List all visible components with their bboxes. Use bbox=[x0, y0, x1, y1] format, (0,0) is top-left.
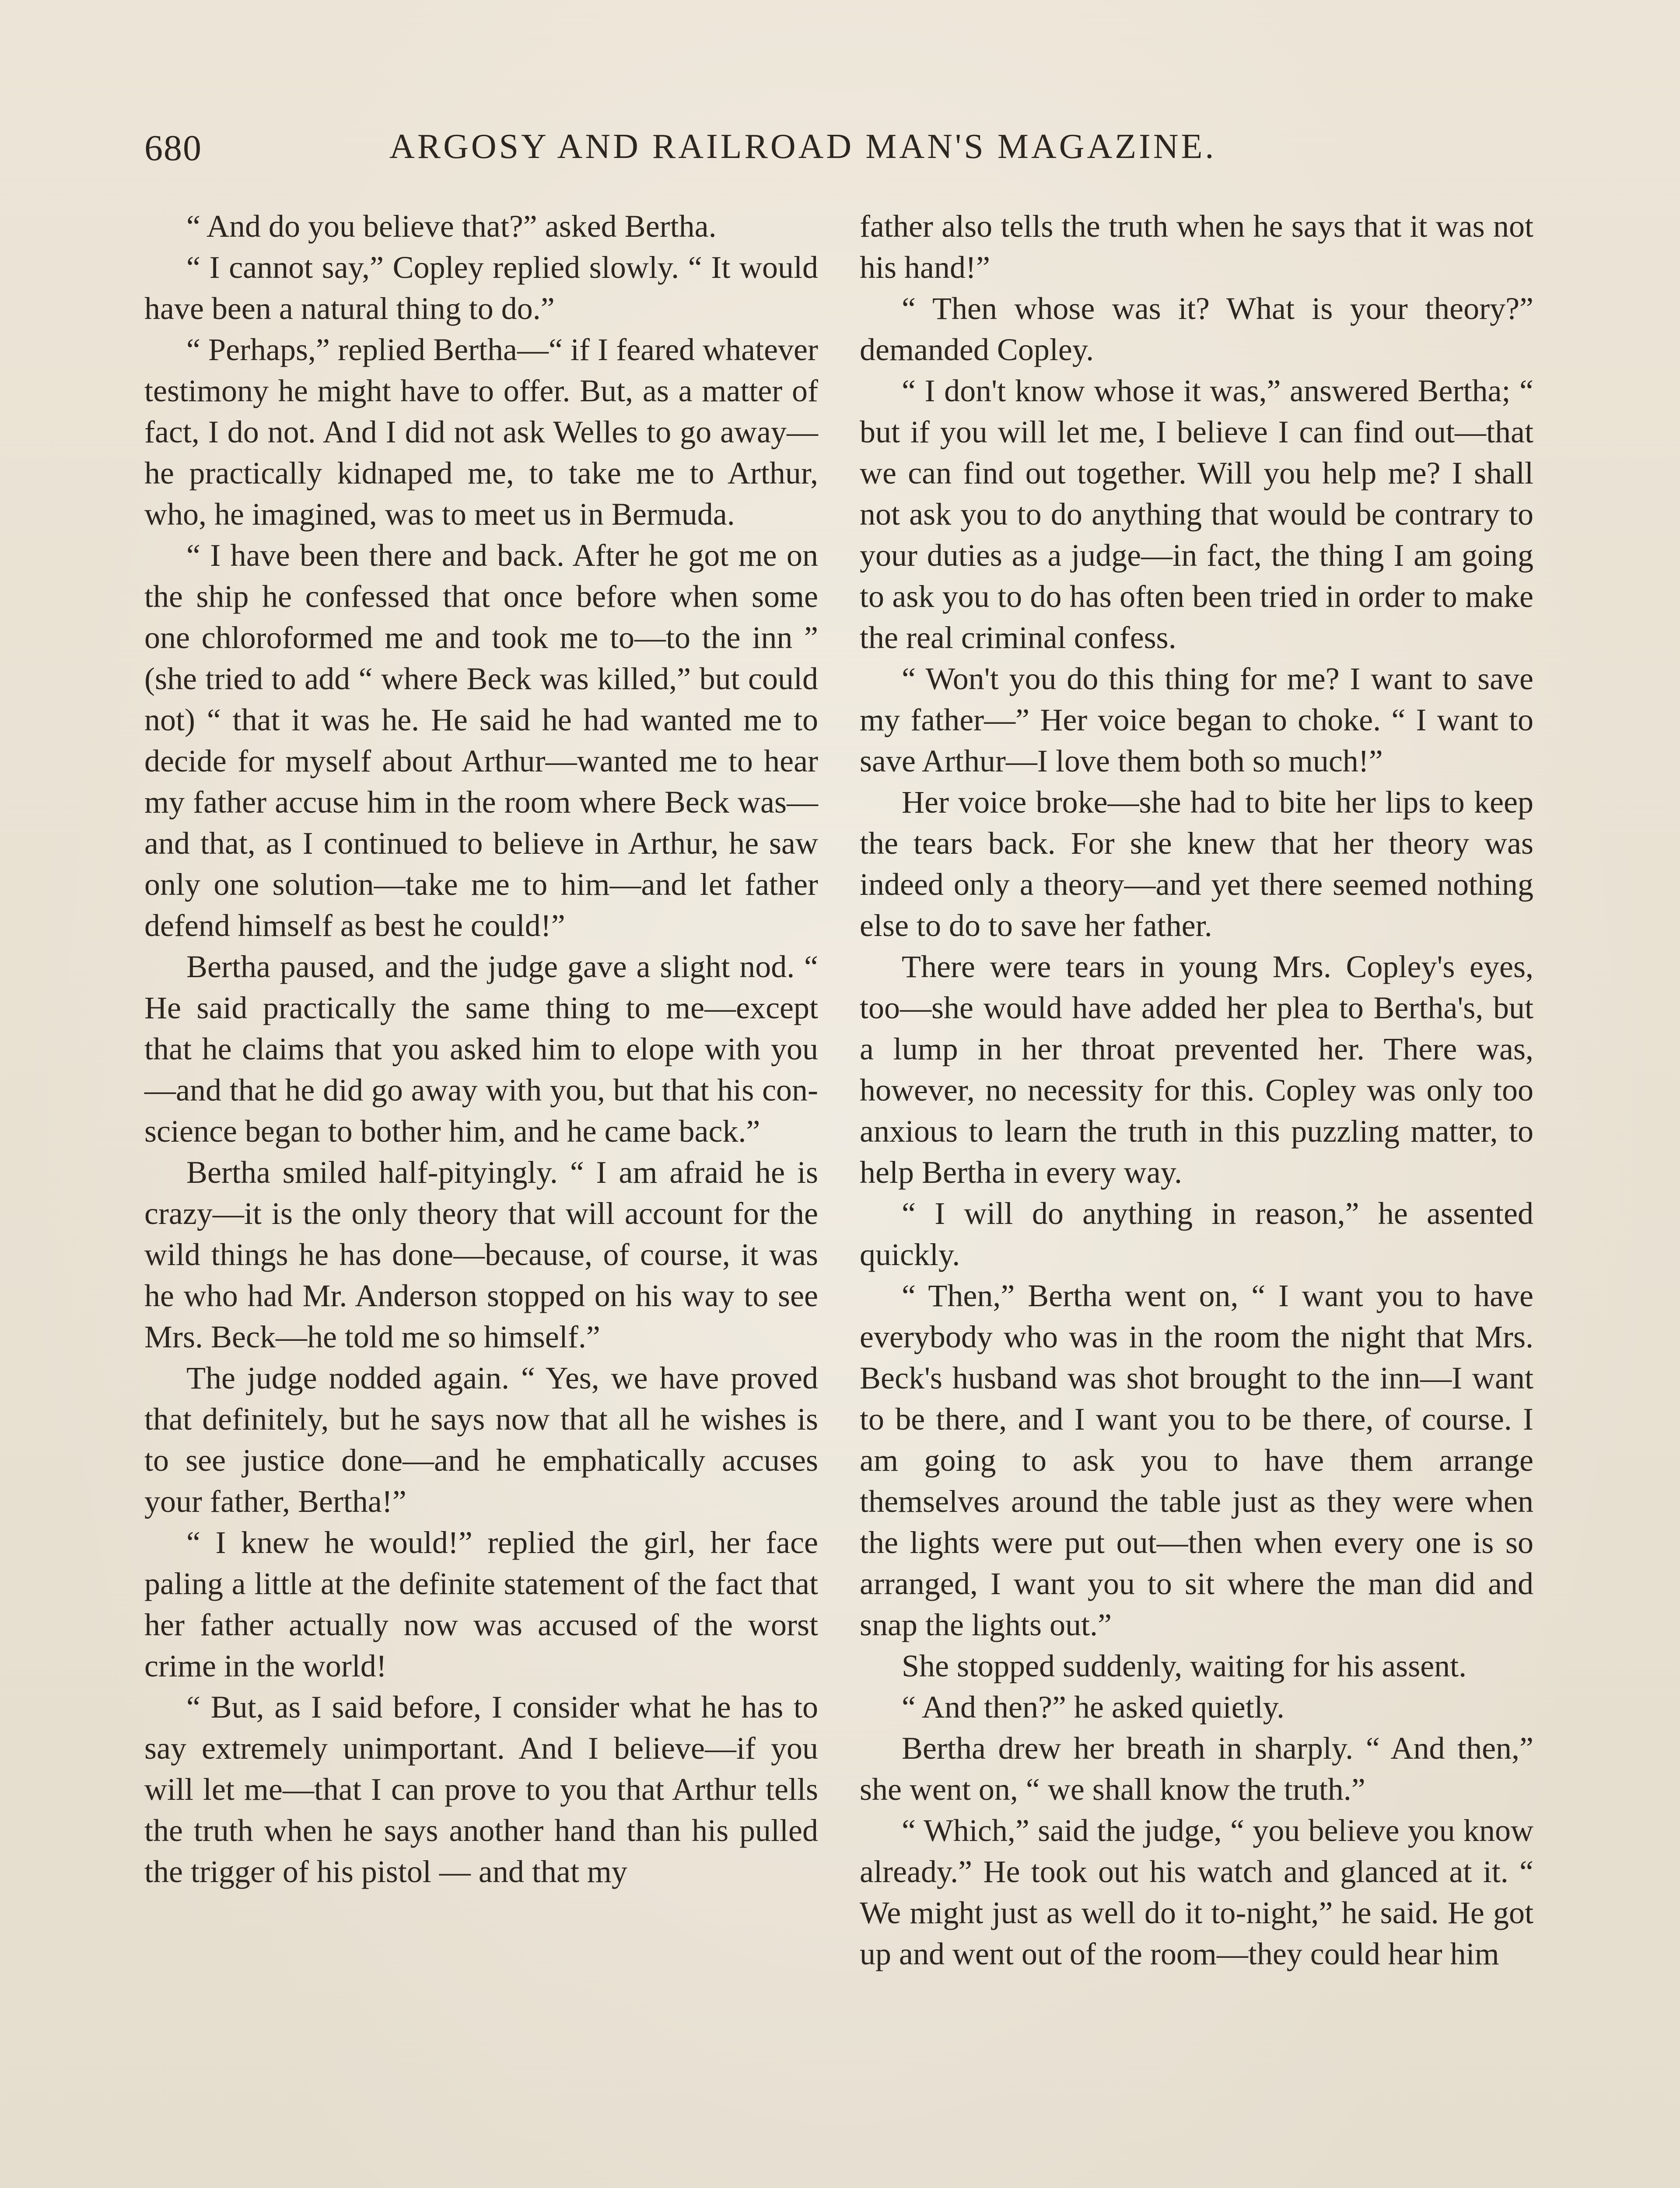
right-column bbox=[860, 206, 1533, 1974]
paragraph: “ I will do anything in reason,” he assented quickly. bbox=[860, 1196, 1533, 1272]
paragraph: “ Then,” Bertha went on, “ I want you to have everybody who was in the room the night that Mrs. Beck's husband was shot brought to the inn—I want to be there, and I want you to be there, of course. I am going to ask you to have them arrange themselves around the table just as they were when the lights were put out—then when every one is so arranged, I want you to sit where the man did and snap the lights out.” bbox=[860, 1278, 1533, 1642]
paragraph: “ I knew he would!” replied the girl, her face paling a little at the definite statement of the fact that her father actually now was accused of the worst crime in the world! bbox=[144, 1525, 818, 1683]
paragraph: “ I have been there and back. After he got me on the ship he confessed that once before when some one chloroformed me and took me to—to the inn ” (she tried to add “ where Beck was killed,” but could not) “ that it was he. He said he had wanted me to decide for myself about Arthur—wanted me to hear my father accuse him in the room where Beck was—and that, as I continued to believe in Arthur, he saw only one solution—take me to him—and let father defend himself as best he could!” bbox=[144, 538, 818, 943]
paragraph: “ I don't know whose it was,” answered Bertha; “ but if you will let me, I believe I can find out—that we can find out together. Will you help me? I shall not ask you to do anything that would be contrary to your duties as a judge—in fact, the thing I am going to ask you to do has often been tried in order to make the real criminal confess. bbox=[860, 373, 1533, 655]
paragraph: Bertha drew her breath in sharply. “ And then,” she went on, “ we shall know the truth.” bbox=[860, 1731, 1533, 1807]
paragraph: “ Perhaps,” replied Bertha—“ if I feared whatever testimony he might have to offer. But, as a matter of fact, I do not. And I did not ask Welles to go away—he practically kidnaped me, to take me to Arthur, who, he imagined, was to meet us in Bermuda. bbox=[144, 332, 818, 532]
paragraph: “ Won't you do this thing for me? I want to save my father—” Her voice began to choke. “ I want to save Arthur—I love them both so much!” bbox=[860, 661, 1533, 778]
paragraph: She stopped suddenly, waiting for his assent. bbox=[902, 1648, 1467, 1683]
paragraph: “ And then?” he asked quietly. bbox=[902, 1690, 1285, 1725]
paragraph: There were tears in young Mrs. Copley's eyes, too—she would have added her plea to Bertha's, but a lump in her throat prevented her. There was, however, no necessity for this. Copley was only too anxious to learn the truth in this puzzling matter, to help Bertha in every way. bbox=[860, 949, 1533, 1190]
running-head: ARGOSY AND RAILROAD MAN'S MAGAZINE. bbox=[389, 127, 1217, 166]
paragraph: “ I cannot say,” Copley replied slowly. “ It would have been a natural thing to do.” bbox=[144, 250, 818, 326]
page-number: 680 bbox=[144, 128, 202, 168]
paragraph: “ And do you believe that?” asked Bertha. bbox=[186, 209, 717, 244]
paragraph: “ Then whose was it? What is your theory?” demanded Copley. bbox=[860, 291, 1533, 367]
paragraph: “ Which,” said the judge, “ you believe you know already.” He took out his watch and glanced at it. “ We might just as well do it to-night,” he said. He got up and went out of the room—they could hear him bbox=[860, 1813, 1533, 1971]
paragraph: Bertha smiled half-pityingly. “ I am afraid he is crazy—it is the only theory that will account for the wild things he has done—because, of course, it was he who had Mr. Anderson stopped on his way to see Mrs. Beck—he told me so himself.” bbox=[144, 1155, 818, 1354]
paragraph-continuation: father also tells the truth when he says that it was not his hand!” bbox=[860, 209, 1533, 285]
left-column bbox=[144, 206, 818, 1892]
paragraph: “ But, as I said before, I consider what he has to say extremely unimportant. And I believe—if you will let me—that I can prove to you that Arthur tells the truth when he says another hand than his pulled the trigger of his pistol — and that my bbox=[144, 1690, 818, 1889]
paragraph: The judge nodded again. “ Yes, we have proved that definitely, but he says now that all he wishes is to see justice done—and he emphatically accuses your father, Bertha!” bbox=[144, 1360, 818, 1519]
page-header bbox=[144, 127, 1544, 179]
paragraph: Her voice broke—she had to bite her lips to keep the tears back. For she knew that her theory was indeed only a theory—and yet there seemed nothing else to do to save her father. bbox=[860, 785, 1533, 943]
paragraph: Bertha paused, and the judge gave a slight nod. “ He said practically the same thing to me—except that he claims that you asked him to elope with you—and that he did go away with you, but that his conscience began to bother him, and he came back.” bbox=[144, 949, 818, 1149]
